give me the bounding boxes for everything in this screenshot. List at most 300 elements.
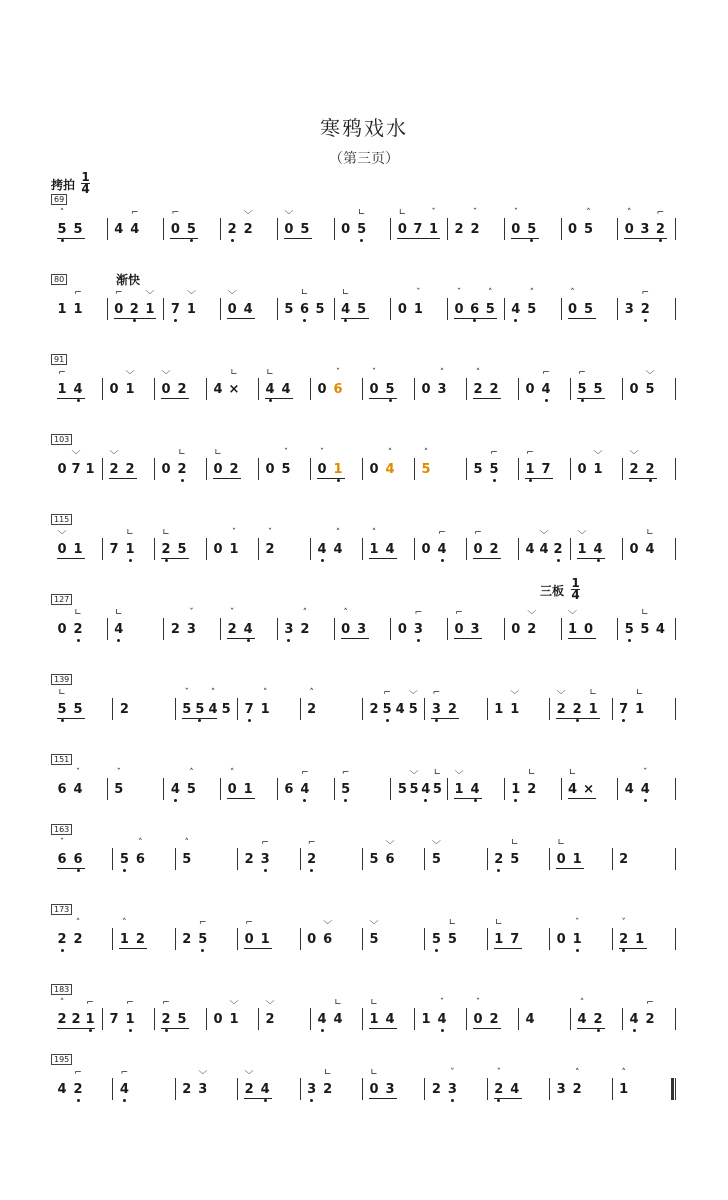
note-digit: 1 xyxy=(119,932,129,947)
note-digit: 1 xyxy=(635,702,645,717)
barline xyxy=(112,848,113,870)
octave-dot xyxy=(61,949,64,952)
technique-mark: ﹀ xyxy=(198,1071,208,1081)
note-digit: 0 xyxy=(213,1012,223,1027)
rhythm-underline xyxy=(568,638,596,639)
barline xyxy=(277,778,278,800)
note-digit: 7 xyxy=(619,702,629,717)
barline xyxy=(310,378,311,400)
barline xyxy=(206,538,207,560)
technique-mark: ˇ xyxy=(643,768,648,778)
barline xyxy=(549,698,550,720)
technique-mark: ﹀ xyxy=(568,611,578,621)
note-digit: 5 xyxy=(408,702,418,717)
rhythm-underline xyxy=(454,638,482,639)
note-digit: 6 xyxy=(299,302,309,317)
octave-dot xyxy=(247,639,250,642)
barline xyxy=(617,218,618,240)
octave-dot xyxy=(174,319,177,322)
note-digit: 0 xyxy=(265,462,275,477)
note-digit: 1 xyxy=(568,622,578,637)
note-digit: 6 xyxy=(135,852,145,867)
note-digit: 2 xyxy=(470,222,480,237)
technique-mark: ﹀ xyxy=(243,211,253,221)
note-digit: 4 xyxy=(114,622,124,637)
octave-dot xyxy=(129,1029,132,1032)
octave-dot xyxy=(344,319,347,322)
octave-dot xyxy=(201,949,204,952)
note-digit: 1 xyxy=(125,542,135,557)
barline xyxy=(154,538,155,560)
page-title: 寒鸦戏水 xyxy=(320,116,408,140)
technique-mark: ˄ xyxy=(586,208,591,218)
note-digit: 5 xyxy=(284,302,294,317)
note-digit: 6 xyxy=(57,782,67,797)
technique-mark: ﹀ xyxy=(244,1071,254,1081)
technique-mark: ∟ xyxy=(511,838,519,848)
barline xyxy=(617,618,618,640)
note-digit: 5 xyxy=(177,542,187,557)
octave-dot xyxy=(198,719,201,722)
technique-mark: ⌐ xyxy=(474,528,482,538)
meter-bottom: 4 xyxy=(81,182,90,196)
barline xyxy=(675,378,676,400)
barline xyxy=(414,458,415,480)
technique-mark: ˄ xyxy=(570,288,575,298)
technique-mark: ﹀ xyxy=(454,771,464,781)
octave-dot xyxy=(597,559,600,562)
rhythm-underline xyxy=(369,1028,397,1029)
note-digit: 5 xyxy=(315,302,325,317)
barline xyxy=(107,778,108,800)
octave-dot xyxy=(529,479,532,482)
octave-dot xyxy=(190,239,193,242)
note-digit: 3 xyxy=(447,1082,457,1097)
measure-number: 173 xyxy=(51,904,72,915)
rhythm-underline xyxy=(170,238,198,239)
octave-dot xyxy=(622,719,625,722)
note-digit: 2 xyxy=(73,1082,83,1097)
technique-mark: ⌐ xyxy=(656,208,665,218)
note-digit: 4 xyxy=(317,1012,327,1027)
note-digit: 1 xyxy=(85,1012,95,1027)
note-digit: 5 xyxy=(431,852,441,867)
technique-mark: ∟ xyxy=(74,608,82,618)
note-digit: 4 xyxy=(73,782,83,797)
technique-mark: ˇ xyxy=(416,288,421,298)
barline xyxy=(362,928,363,950)
octave-dot xyxy=(310,869,313,872)
measure-number: 69 xyxy=(51,194,67,205)
technique-mark: ˄ xyxy=(579,998,585,1008)
note-digit: 1 xyxy=(511,782,521,797)
note-digit: 7 xyxy=(413,222,423,237)
barline xyxy=(549,848,550,870)
rest-cross: × xyxy=(583,782,594,797)
barline xyxy=(561,298,562,320)
measure-number: 163 xyxy=(51,824,72,835)
note-digit: 7 xyxy=(541,462,551,477)
technique-mark: ⌐ xyxy=(130,208,139,218)
technique-mark: ∟ xyxy=(266,368,274,378)
note-digit: 5 xyxy=(57,222,67,237)
note-digit: 1 xyxy=(57,302,67,317)
rhythm-underline xyxy=(57,1028,95,1029)
note-digit: 0 xyxy=(584,622,594,637)
technique-mark: ˇ xyxy=(456,288,462,298)
barline xyxy=(258,458,259,480)
note-digit: 2 xyxy=(645,462,655,477)
barline xyxy=(622,1008,623,1030)
note-digit: 1 xyxy=(243,782,253,797)
note-digit: 5 xyxy=(640,622,650,637)
technique-mark: ˄ xyxy=(184,838,190,848)
rhythm-underline xyxy=(577,558,605,559)
note-digit: 1 xyxy=(333,462,343,477)
barline xyxy=(466,378,467,400)
note-digit: 2 xyxy=(619,932,629,947)
rhythm-underline xyxy=(265,398,293,399)
barline xyxy=(466,538,467,560)
note-digit: 6 xyxy=(333,382,343,397)
note-digit: 1 xyxy=(572,932,582,947)
technique-mark: ˄ xyxy=(302,608,308,618)
note-digit: 2 xyxy=(473,382,483,397)
note-digit: 1 xyxy=(369,1012,379,1027)
note-digit: 4 xyxy=(243,622,253,637)
barline xyxy=(300,848,301,870)
technique-mark: ˄ xyxy=(75,918,81,928)
technique-mark: ˇ xyxy=(496,1068,502,1078)
note-digit: 1 xyxy=(421,1012,431,1027)
octave-dot xyxy=(514,799,517,802)
technique-mark: ﹀ xyxy=(227,291,237,301)
technique-mark: ˄ xyxy=(371,528,377,538)
note-digit: 0 xyxy=(307,932,317,947)
octave-dot xyxy=(497,1099,500,1102)
note-digit: 0 xyxy=(227,302,237,317)
technique-mark: ﹀ xyxy=(284,211,294,221)
octave-dot xyxy=(622,949,625,952)
barline xyxy=(414,538,415,560)
technique-mark: ∟ xyxy=(557,838,565,848)
barline xyxy=(612,848,613,870)
rhythm-underline xyxy=(57,718,85,719)
octave-dot xyxy=(117,639,120,642)
octave-dot xyxy=(181,479,184,482)
technique-mark: ˄ xyxy=(439,368,445,378)
technique-mark: ˄ xyxy=(309,688,314,698)
note-digit: 0 xyxy=(244,932,254,947)
note-digit: 5 xyxy=(57,702,67,717)
note-digit: 2 xyxy=(640,302,650,317)
note-digit: 0 xyxy=(227,782,237,797)
note-digit: 2 xyxy=(307,852,317,867)
barline xyxy=(570,458,571,480)
note-digit: 2 xyxy=(227,222,237,237)
rhythm-underline xyxy=(341,318,369,319)
note-digit: 0 xyxy=(556,932,566,947)
rhythm-underline xyxy=(161,1028,189,1029)
barline xyxy=(424,848,425,870)
note-digit: 5 xyxy=(485,302,495,317)
octave-dot xyxy=(474,799,477,802)
note-digit: 0 xyxy=(170,222,180,237)
note-digit: 2 xyxy=(135,932,145,947)
barline xyxy=(107,618,108,640)
technique-mark: ⌐ xyxy=(578,368,586,378)
note-digit: 5 xyxy=(385,382,395,397)
barline xyxy=(237,928,238,950)
barline xyxy=(220,778,221,800)
note-digit: 1 xyxy=(229,1012,239,1027)
barline xyxy=(617,778,618,800)
note-digit: 5 xyxy=(186,782,196,797)
technique-mark: ﹀ xyxy=(510,691,520,701)
barline xyxy=(390,778,391,800)
technique-mark: ˇ xyxy=(513,208,519,218)
rhythm-underline xyxy=(494,948,522,949)
note-digit: 2 xyxy=(489,542,499,557)
barline xyxy=(277,218,278,240)
note-digit: 2 xyxy=(489,382,499,397)
technique-mark: ˄ xyxy=(574,1068,580,1078)
note-digit: 3 xyxy=(307,1082,317,1097)
rhythm-underline xyxy=(341,638,369,639)
technique-mark: ˄ xyxy=(262,688,268,698)
barline xyxy=(258,1008,259,1030)
note-digit: 0 xyxy=(556,852,566,867)
note-digit: 4 xyxy=(539,542,549,557)
octave-dot xyxy=(644,799,647,802)
rhythm-underline xyxy=(284,238,312,239)
technique-mark: ⌐ xyxy=(171,208,180,218)
note-digit: 0 xyxy=(421,382,431,397)
note-digit: 4 xyxy=(655,622,665,637)
note-digit: 2 xyxy=(229,462,239,477)
note-digit: 5 xyxy=(114,782,124,797)
note-digit: 2 xyxy=(73,932,83,947)
note-digit: 2 xyxy=(553,542,563,557)
barline xyxy=(206,458,207,480)
note-digit: 0 xyxy=(213,462,223,477)
barline xyxy=(362,698,363,720)
rhythm-underline xyxy=(227,638,255,639)
technique-mark: ˇ xyxy=(450,1068,455,1078)
note-digit: 5 xyxy=(195,702,205,717)
note-digit: 5 xyxy=(473,462,483,477)
barline xyxy=(504,618,505,640)
octave-dot xyxy=(61,719,64,722)
barline xyxy=(237,698,238,720)
note-digit: 6 xyxy=(57,852,67,867)
note-digit: 4 xyxy=(640,782,650,797)
note-digit: 7 xyxy=(109,1012,119,1027)
note-digit: 3 xyxy=(556,1082,566,1097)
note-digit: 3 xyxy=(186,622,196,637)
note-digit: 5 xyxy=(382,702,392,717)
note-digit: 5 xyxy=(182,702,192,717)
note-digit: 2 xyxy=(161,542,171,557)
note-digit: 4 xyxy=(568,782,578,797)
tempo-label: 拷拍 xyxy=(51,178,76,192)
note-digit: 5 xyxy=(624,622,634,637)
octave-dot xyxy=(497,869,500,872)
technique-mark: ﹀ xyxy=(593,451,603,461)
technique-mark: ∟ xyxy=(162,528,170,538)
note-digit: 0 xyxy=(473,1012,483,1027)
technique-mark: ∟ xyxy=(126,528,134,538)
note-digit: 2 xyxy=(265,542,275,557)
technique-mark: ˇ xyxy=(184,688,190,698)
barline xyxy=(163,778,164,800)
octave-dot xyxy=(435,949,438,952)
note-digit: 4 xyxy=(510,1082,520,1097)
technique-mark: ˇ xyxy=(59,838,65,848)
note-digit: 1 xyxy=(428,222,439,237)
barline xyxy=(424,1078,425,1100)
octave-dot xyxy=(545,399,548,402)
note-digit: 2 xyxy=(431,1082,441,1097)
note-digit: 5 xyxy=(584,302,594,317)
barline xyxy=(154,458,155,480)
note-digit: 1 xyxy=(413,302,423,317)
barline xyxy=(362,538,363,560)
note-digit: 2 xyxy=(125,462,135,477)
octave-dot xyxy=(557,559,560,562)
note-digit: 5 xyxy=(281,462,291,477)
note-digit: 3 xyxy=(437,382,447,397)
note-digit: 3 xyxy=(431,702,441,717)
technique-mark: ˇ xyxy=(371,368,377,378)
note-digit: 1 xyxy=(593,462,603,477)
note-digit: 3 xyxy=(357,622,367,637)
note-digit: 4 xyxy=(265,382,275,397)
octave-dot xyxy=(633,1029,636,1032)
measure-number: 80 xyxy=(51,274,67,285)
octave-dot xyxy=(264,1099,267,1102)
technique-mark: ˇ xyxy=(229,608,235,618)
technique-mark: ⌐ xyxy=(199,918,207,928)
note-digit: 3 xyxy=(260,852,270,867)
rest-cross: × xyxy=(228,382,240,397)
barline xyxy=(447,298,448,320)
barline xyxy=(362,1078,363,1100)
note-digit: 5 xyxy=(341,782,351,797)
note-digit: 0 xyxy=(57,622,67,637)
technique-mark: ∟ xyxy=(230,368,238,378)
note-digit: 0 xyxy=(629,382,639,397)
octave-dot xyxy=(231,239,234,242)
barline xyxy=(310,458,311,480)
note-digit: 2 xyxy=(71,1012,81,1027)
note-digit: 1 xyxy=(454,782,464,797)
barline xyxy=(570,538,571,560)
note-digit: 5 xyxy=(369,932,379,947)
note-digit: 5 xyxy=(593,382,603,397)
barline xyxy=(561,618,562,640)
technique-mark: ⌐ xyxy=(162,998,170,1008)
barline xyxy=(424,928,425,950)
note-digit: 0 xyxy=(511,622,521,637)
note-digit: 4 xyxy=(541,382,551,397)
technique-mark: ˇ xyxy=(621,918,626,928)
technique-mark: ∟ xyxy=(568,768,577,778)
octave-dot xyxy=(321,559,324,562)
technique-mark: ˄ xyxy=(59,208,65,218)
technique-mark: ﹀ xyxy=(577,531,587,541)
barline xyxy=(504,778,505,800)
note-digit: 2 xyxy=(265,1012,275,1027)
technique-mark: ⌐ xyxy=(383,688,391,698)
technique-mark: ⌐ xyxy=(646,998,654,1008)
note-digit: 0 xyxy=(397,222,407,237)
barline xyxy=(549,928,550,950)
barline xyxy=(675,698,676,720)
measure-number: 183 xyxy=(51,984,72,995)
measure-number: 103 xyxy=(51,434,72,445)
octave-dot xyxy=(597,1029,600,1032)
technique-mark: ﹀ xyxy=(629,451,639,461)
note-digit: 5 xyxy=(369,852,379,867)
technique-mark: ˄ xyxy=(335,528,341,538)
note-digit: 4 xyxy=(333,1012,343,1027)
technique-mark: ⌐ xyxy=(86,998,94,1008)
note-digit: 4 xyxy=(421,782,431,797)
technique-mark: ∟ xyxy=(495,918,503,928)
technique-mark: ˇ xyxy=(75,768,81,778)
technique-mark: ﹀ xyxy=(186,291,196,301)
technique-mark: ˄ xyxy=(59,998,65,1008)
barline xyxy=(518,378,519,400)
barline xyxy=(549,1078,550,1100)
technique-mark: ˄ xyxy=(387,448,393,458)
technique-mark: ⌐ xyxy=(301,768,309,778)
technique-mark: ∟ xyxy=(370,1068,378,1078)
note-digit: 4 xyxy=(300,782,310,797)
note-digit: 1 xyxy=(577,542,587,557)
barline xyxy=(334,218,335,240)
note-digit: 4 xyxy=(213,382,223,397)
octave-dot xyxy=(386,719,389,722)
octave-dot xyxy=(133,319,136,322)
note-digit: 2 xyxy=(109,462,119,477)
octave-dot xyxy=(303,319,306,322)
note-digit: 5 xyxy=(300,222,310,237)
barline xyxy=(334,298,335,320)
note-digit: 5 xyxy=(527,302,537,317)
rhythm-underline xyxy=(431,718,459,719)
technique-mark: ⌐ xyxy=(261,838,269,848)
technique-mark: ⌐ xyxy=(245,918,253,928)
note-digit: 1 xyxy=(494,932,504,947)
note-digit: 3 xyxy=(198,1082,208,1097)
octave-dot xyxy=(628,639,631,642)
barline xyxy=(154,1008,155,1030)
note-digit: 0 xyxy=(341,222,351,237)
note-digit: 4 xyxy=(385,542,395,557)
note-digit: 2 xyxy=(300,622,310,637)
technique-mark: ˇ xyxy=(574,918,580,928)
barline xyxy=(675,218,676,240)
rhythm-underline xyxy=(525,478,553,479)
note-digit: 2 xyxy=(119,702,129,717)
note-digit: 2 xyxy=(572,1082,582,1097)
note-digit: 1 xyxy=(635,932,645,947)
barline xyxy=(112,928,113,950)
note-digit: 4 xyxy=(470,782,480,797)
note-digit: 5 xyxy=(584,222,594,237)
